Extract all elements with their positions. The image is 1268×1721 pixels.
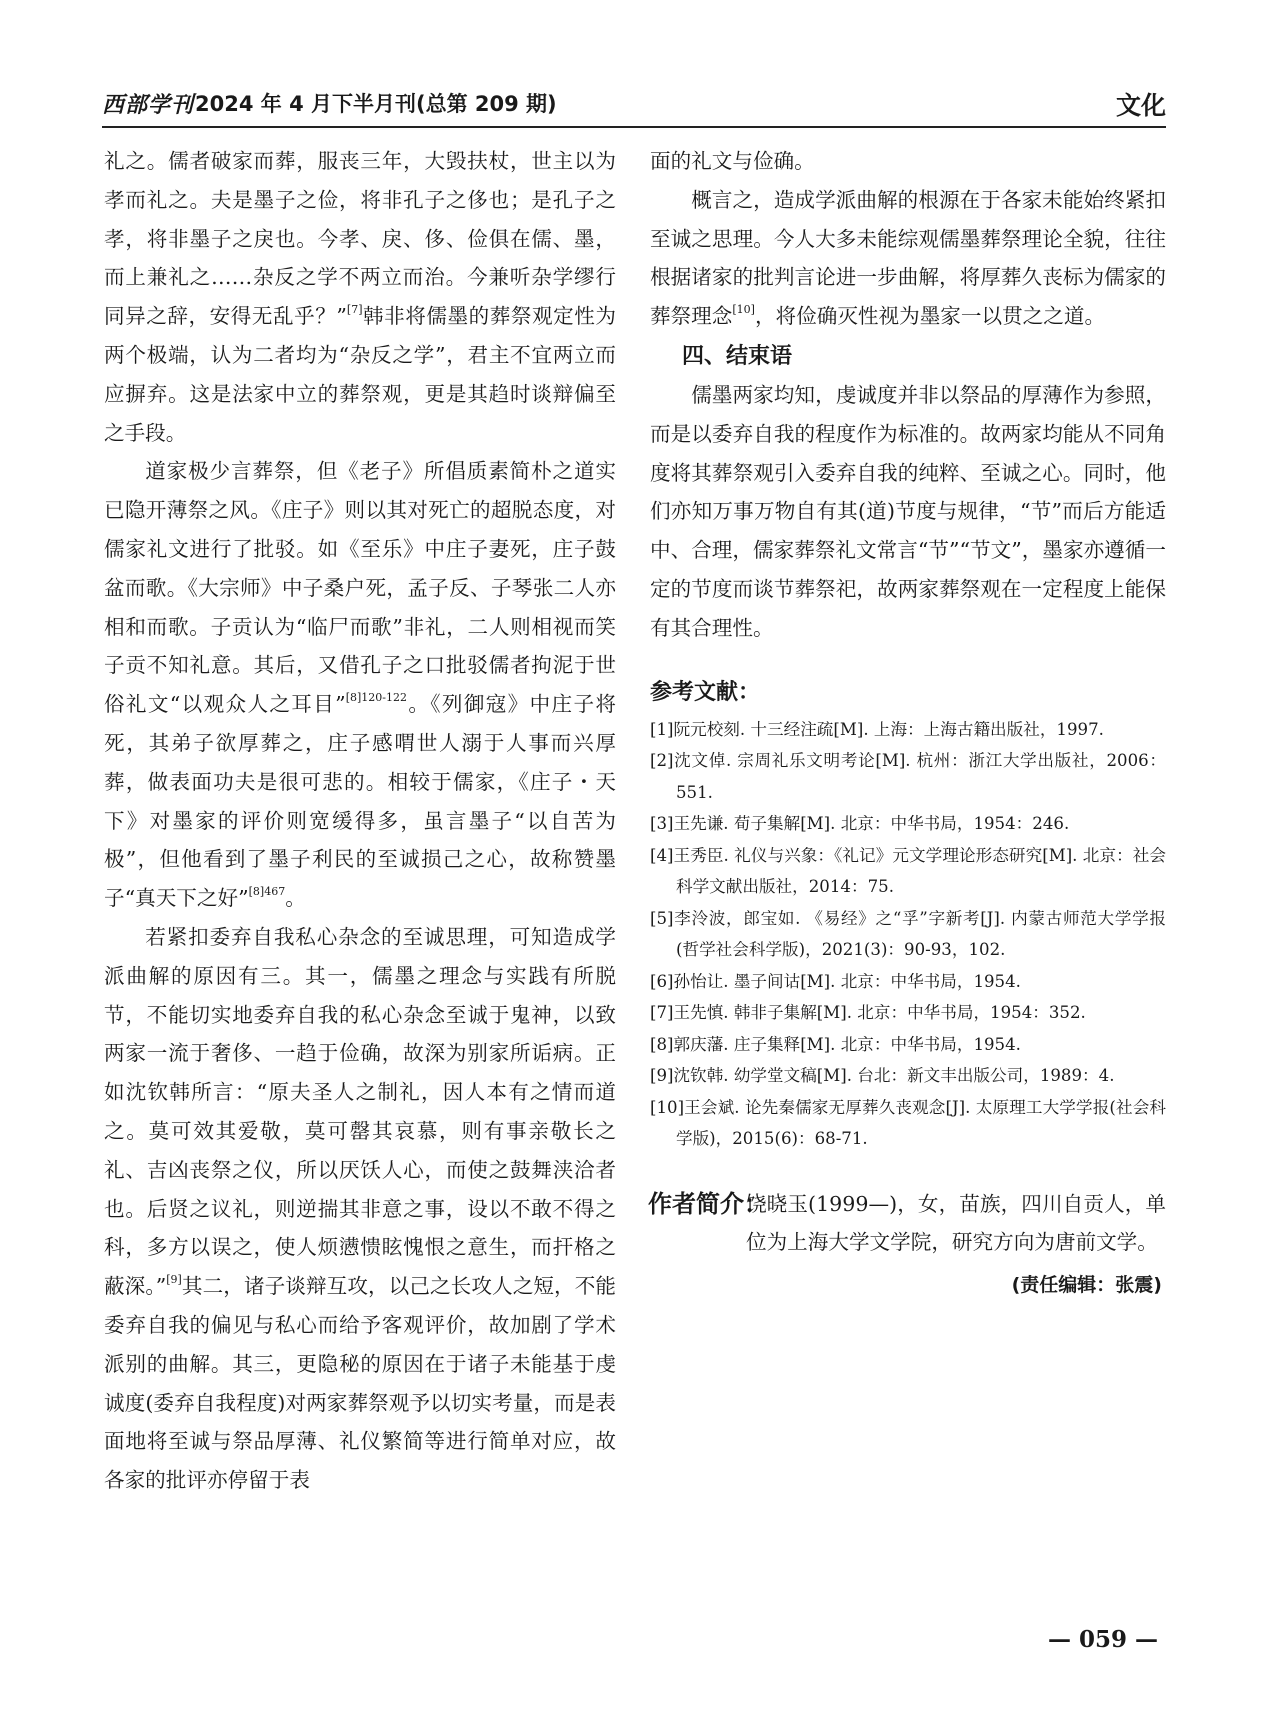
reference-item: [10]王会斌. 论先秦儒家无厚葬久丧观念[J]. 太原理工大学学报(社会科学版)，2015(6)：68-71.: [650, 1097, 1166, 1149]
citation[interactable]: [8]467: [248, 885, 286, 899]
page-number: — 059 —: [1047, 1626, 1158, 1653]
author-text: 饶晓玉(1999—)，女，苗族，四川自贡人，单位为上海大学文学院，研究方向为唐前文学。: [746, 1191, 1166, 1255]
reference-item: [3]王先谦. 荀子集解[M]. 北京：中华书局，1954：246.: [650, 814, 1070, 834]
reference-item: [5]李泠波，郎宝如. 《易经》之“孚”字新考[J]. 内蒙古师范大学学报(哲学社会科学版)，2021(3)：90-93，102.: [650, 908, 1166, 960]
citation[interactable]: [7]: [346, 303, 363, 317]
left-column: [104, 142, 616, 1500]
reference-item: [2]沈文倬. 宗周礼乐文明考论[M]. 杭州：浙江大学出版社，2006：551.: [650, 751, 1166, 802]
paragraph: 儒墨两家均知，虔诚度并非以祭品的厚薄作为参照，而是以委弃自我的程度作为标准的。故两家均能从不同角度将其葬祭观引入委弃自我的纯粹、至诚之心。同时，他们亦知万事万物自有其(道)节度与规律，“节”而后方能适中、合理，儒家葬祭礼文常言“节”“节文”，墨家亦遵循一定的节度而谈节葬祭祀，故两家葬祭观在一定程度上能保有其合理性。: [650, 382, 1166, 640]
author-bio: [650, 1185, 1166, 1263]
reference-item: [7]王先慎. 韩非子集解[M]. 北京：中华书局，1954：352.: [650, 1003, 1086, 1023]
references-title: 参考文献：: [650, 679, 761, 705]
paragraph: 礼之。儒者破家而葬，服丧三年，大毁扶杖，世主以为孝而礼之。夫是墨子之俭，将非孔子之侈也；是孔子之孝，将非墨子之戾也。今孝、戾、侈、俭俱在儒、墨，而上兼礼之……杂反之学不两立而治。今兼听杂学缪行同异之辞，安得无乱乎？”[7]韩非将儒墨的葬祭观定性为两个极端，认为二者均为“杂反之学”，君主不宜两立而应摒弃。这是法家中立的葬祭观，更是其趋时谈辩偏至之手段。: [104, 149, 616, 445]
reference-item: [6]孙怡让. 墨子间诂[M]. 北京：中华书局，1954.: [650, 971, 1021, 991]
citation[interactable]: [10]: [732, 303, 755, 317]
section-label: 文化: [1115, 91, 1166, 120]
section-heading: 四、结束语: [682, 343, 793, 369]
editor-credit: (责任编辑：张震): [1011, 1274, 1162, 1297]
reference-item: [8]郭庆藩. 庄子集释[M]. 北京：中华书局，1954.: [650, 1034, 1021, 1054]
paragraph: 道家极少言葬祭，但《老子》所倡质素简朴之道实已隐开薄祭之风。《庄子》则以其对死亡的超脱态度，对儒家礼文进行了批驳。如《至乐》中庄子妻死，庄子鼓盆而歌。《大宗师》中子桑户死，孟子反、子琴张二人亦相和而歌。子贡认为“临尸而歌”非礼，二人则相视而笑子贡不知礼意。其后，又借孔子之口批驳儒者拘泥于世俗礼文“以观众人之耳目”$^{[8]120-122}$。《列御寇》中庄子将死，其弟子欲厚葬之，庄子感喟世人溺于人事而兴厚葬，做表面功夫是很可悲的。相较于儒家，《庄子・天下》对墨家的评价则宽缓得多，虽言墨子“以自苦为极”，但他看到了墨子利民的至诚损己之心，故称赞墨子“真天下之好”$^{[8]467}$。: [104, 459, 616, 911]
paragraph: 若紧扣委弃自我私心杂念的至诚思理，可知造成学派曲解的原因有三。其一，儒墨之理念与实践有所脱节，不能切实地委弃自我的私心杂念至诚于鬼神，以致两家一流于奢侈、一趋于俭确，故深为别家所诟病。正如沈钦韩所言：“原夫圣人之制礼，因人本有之情而道之。莫可效其爱敬，莫可罄其哀慕，则有事亲敬长之礼、吉凶丧祭之仪，所以厌饫人心，而使之鼓舞浃洽者也。后贤之议礼，则逆揣其非意之事，设以不敢不得之科，多方以误之，使人烦懑愦眩愧恨之意生，而扞格之蔽深。”[9]其二，诸子谈辩互攻，以己之长攻人之短，不能委弃自我的偏见与私心而给予客观评价，故加剧了学术派别的曲解。其三，更隐秘的原因在于诸子未能基于虔诚度(委弃自我程度)对两家葬祭观予以切实考量，而是表面地将至诚与祭品厚薄、礼仪繁简等进行简单对应，故各家的批评亦停留于表: [104, 924, 616, 1493]
citation[interactable]: [8]120-122: [345, 691, 407, 705]
citation[interactable]: [9]: [166, 1273, 182, 1287]
reference-item: [4]王秀臣. 礼仪与兴象：《礼记》元文学理论形态研究[M]. 北京：社会科学文献出版社，2014：75.: [650, 845, 1166, 897]
reference-list: [650, 714, 1166, 1155]
right-column: [650, 142, 1166, 1300]
reference-item: [9]沈钦韩. 幼学堂文稿[M]. 台北：新文丰出版公司，1989：4.: [650, 1066, 1115, 1086]
author-label: 作者简介：: [648, 1189, 768, 1218]
reference-item: [1]阮元校刻. 十三经注疏[M]. 上海：上海古籍出版社，1997.: [650, 719, 1104, 739]
issue-info: 2024 年 4 月下半月刊(总第 209 期): [195, 92, 557, 116]
paragraph: 概言之，造成学派曲解的根源在于各家未能始终紧扣至诚之思理。今人大多未能综观儒墨葬祭理论全貌，往往根据诸家的批判言论进一步曲解，将厚葬久丧标为儒家的葬祭理念[10]，将俭确灭性视为墨家一以贯之之道。: [650, 187, 1166, 329]
paragraph: 面的礼文与俭确。: [650, 149, 815, 173]
journal-logo: 西部学刊: [102, 92, 195, 118]
page-header: [102, 84, 1166, 128]
